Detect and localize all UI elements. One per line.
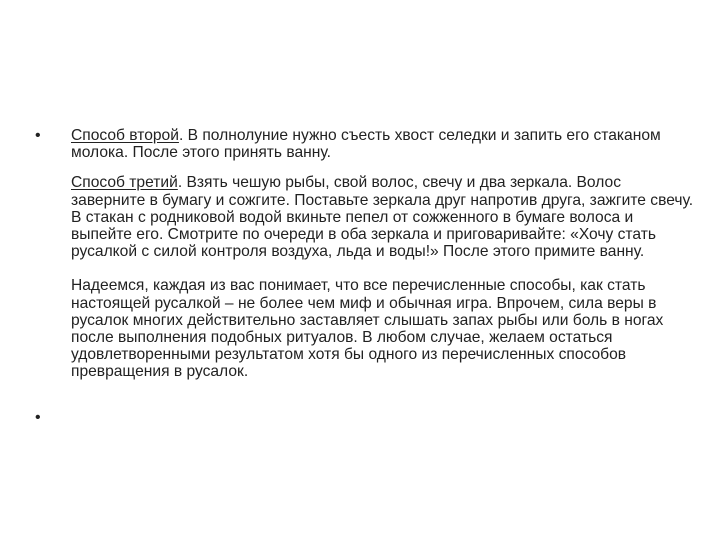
method-three-heading: Способ третий — [71, 174, 178, 192]
bullet-marker-empty: • — [35, 409, 41, 426]
method-two-text: . В полнолуние нужно съесть хвост селедки и запить его стаканом молока. После этого принять ванну. — [71, 127, 661, 162]
paragraph-method-two — [71, 127, 696, 161]
method-three-text: . Взять чешую рыбы, свой волос, свечу и два зеркала. Волос заверните в бумагу и сожгите. Поставьте зеркала друг напротив друга, зажгите свечу. В стакан с родниковой водой вкиньте пепел от сожженного в бумаге волоса и выпейте его. Смотрите по очереди в оба зеркала и приговаривайте: «Хочу стать русалкой с силой контроля воздуха, льда и воды!» После этого примите ванну. — [71, 174, 694, 261]
bullet-marker: • — [35, 127, 41, 144]
paragraph-method-three — [71, 174, 696, 260]
conclusion-text: Надеемся, каждая из вас понимает, что все перечисленные способы, как стать настоящей русалкой – не более чем миф и обычная игра. Впрочем, сила веры в русалок многих действительно заставляет слышать запах рыбы или боль в ногах после выполнения подобных ритуалов. В любом случае, желаем остаться удовлетворенными результатом хотя бы одного из перечисленных способов превращения в русалок. — [71, 277, 664, 381]
paragraph-conclusion — [71, 277, 696, 380]
method-two-heading: Способ второй — [71, 127, 179, 144]
slide-body-text — [71, 127, 696, 381]
